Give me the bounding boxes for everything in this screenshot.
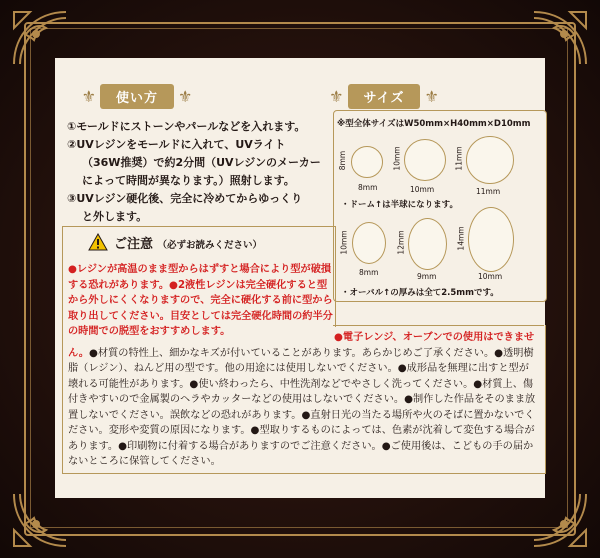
usage-step-3: ③UVレジン硬化後、完全に冷めてからゆっくり — [67, 192, 303, 205]
fleur-icon: ⚜ — [178, 86, 193, 106]
caution-subtitle: （必ずお読みください） — [157, 240, 263, 251]
dome-11mm-shape — [466, 136, 514, 184]
caution-body — [68, 330, 538, 470]
oval-1-width: 8mm — [359, 268, 379, 277]
oval-3-height: 14mm — [456, 226, 466, 251]
fleur-icon: ⚜ — [424, 86, 439, 106]
dome-3-width: 11mm — [476, 187, 501, 196]
oval-10x14-shape — [468, 207, 514, 272]
usage-step-2-cont: によって時間が異なります。）照射します。 — [82, 174, 295, 187]
fleur-icon: ⚜ — [329, 86, 344, 106]
caution-red-text-2: ●電子レンジ、オーブンでの使用はできません。 — [68, 332, 535, 359]
size-heading — [323, 84, 445, 108]
oval-1-height: 10mm — [339, 230, 349, 255]
caution-title-text: ご注意 — [114, 237, 154, 252]
warning-icon — [88, 233, 108, 251]
usage-steps — [67, 118, 329, 226]
oval-9x12-shape — [408, 218, 447, 270]
dome-note: ・ドーム↑は半球になります。 — [341, 200, 458, 210]
oval-2-height: 12mm — [396, 230, 406, 255]
caution-outline-step — [333, 325, 544, 326]
usage-step-2-cont: （36W推奨）で約2分間（UVレジンのメーカー — [82, 156, 321, 169]
fleur-icon: ⚜ — [81, 86, 96, 106]
usage-step-3-cont: と外します。 — [82, 210, 148, 223]
oval-3-width: 10mm — [478, 272, 503, 281]
usage-step-1: ①モールドにストーンやパールなどを入れます。 — [67, 120, 306, 133]
usage-heading-label: 使い方 — [100, 84, 174, 109]
oval-2-width: 9mm — [417, 272, 437, 281]
caution-red-text: ●レジンが高温のまま型からはずすと場合により型が破損する恐れがあります。●2液性レジンは完全硬化すると型から外しにくくなりますので、完全に硬化する前に型から取り出してください。目安としては完全硬化時間の約半分の時間での脱型をおすすめします。 — [68, 264, 333, 337]
usage-heading — [62, 84, 212, 108]
dome-1-height: 8mm — [338, 150, 348, 171]
dome-2-width: 10mm — [410, 185, 435, 194]
dome-2-height: 10mm — [392, 146, 402, 171]
dome-8mm-shape — [351, 146, 383, 178]
dome-10mm-shape — [404, 139, 446, 181]
usage-step-2: ②UVレジンをモールドに入れて、UVライト — [67, 138, 286, 151]
dome-3-height: 11mm — [454, 146, 464, 171]
caution-title — [114, 233, 262, 252]
oval-note: ・オーバル↑の厚みは全て2.5mmです。 — [341, 288, 499, 298]
caution-black-text: ●材質の特性上、細かなキズが付いていることがあります。あらかじめご了承ください。●透明樹脂（レジン）、ねんど用の型です。他の用途には使用しないでください。●成形品を無理に出すと型が壊れる可能性があります。●使い終わったら、中性洗剤などでやさしく洗ってください。●材質上、傷付きやすいので金属製のヘラやカッターなどの使用はしないでください。●制作した作品をそのまま放置しないでください。誤飲などの恐れがあります。●直射日光の当たる場所や火のそばに置かないでください。変形や変質の原因になります。●型取りするものによっては、色素が沈着して変色する場合があります。●印刷物に付着する場合がありますのでご注意ください。●ご使用後は、こどもの手の届かないところに保管してください。 — [68, 347, 536, 467]
size-heading-label: サイズ — [348, 84, 421, 109]
oval-8x10-shape — [352, 222, 386, 264]
dome-1-width: 8mm — [358, 183, 378, 192]
overall-size: ※型全体サイズはW50mm×H40mm×D10mm — [337, 119, 531, 129]
